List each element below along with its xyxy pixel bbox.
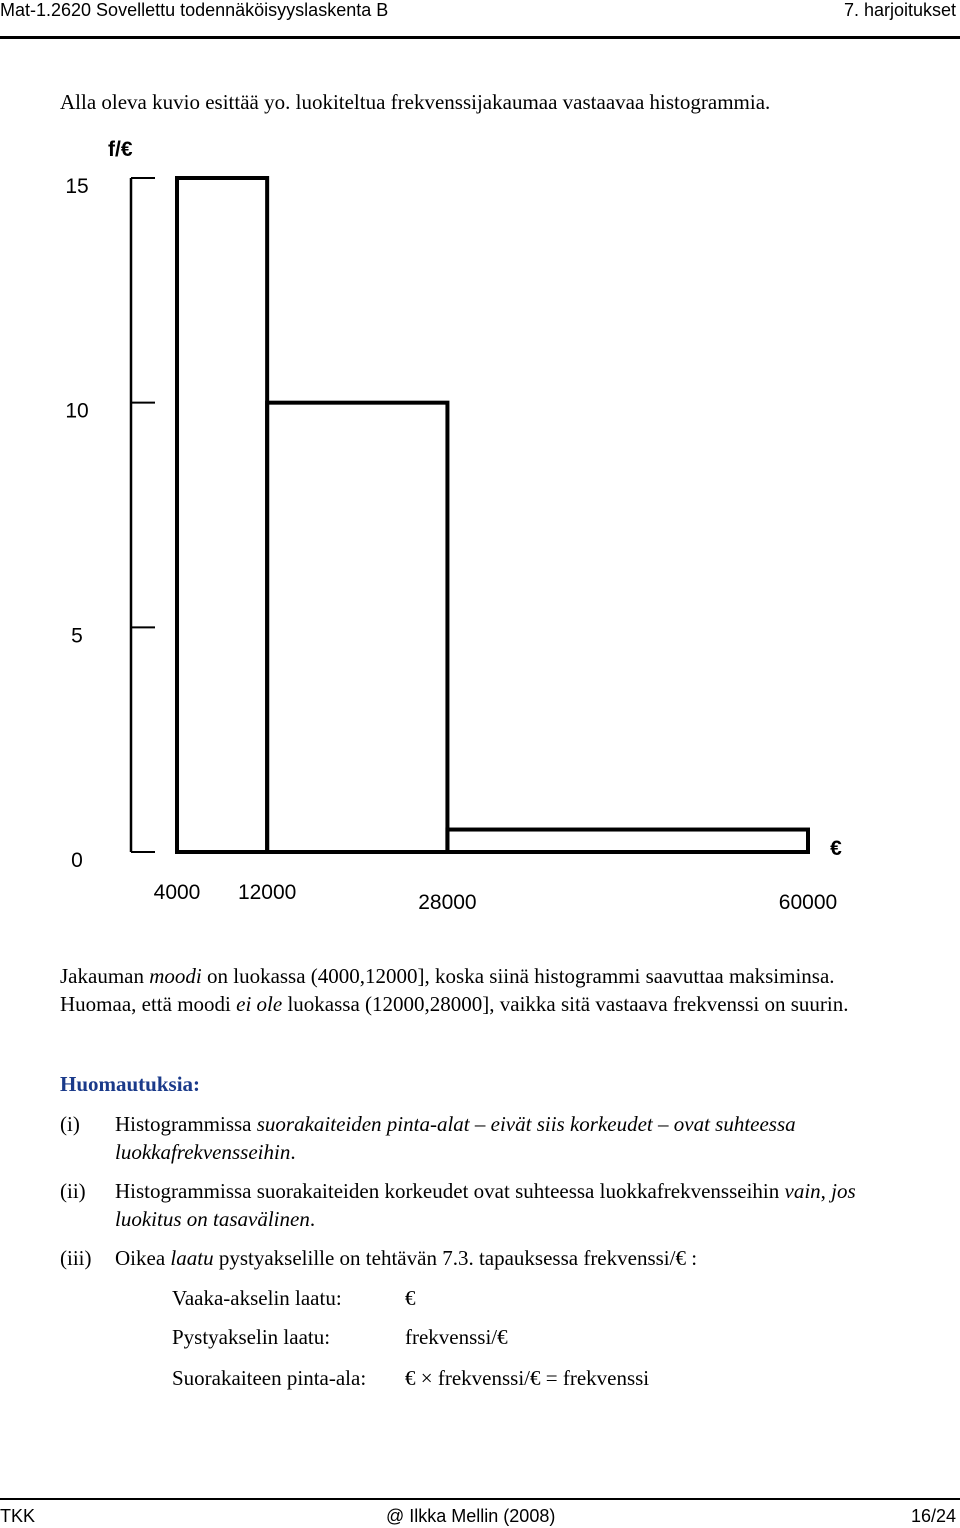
units-row2-value: frekvenssi/€ <box>405 1325 508 1349</box>
x-tick-label: 28000 <box>418 891 477 914</box>
emphasis: jos <box>831 1179 856 1203</box>
histogram-chart <box>0 120 960 920</box>
exercise-title: 7. harjoitukset <box>843 0 956 20</box>
histogram-bar <box>447 830 808 852</box>
units-row3-value: € × frekvenssi/€ = frekvenssi <box>405 1366 650 1390</box>
y-tick-label: 15 <box>65 175 89 198</box>
text-span: on luokassa (4000,12000], koska siinä histogrammi saavuttaa maksiminsa. <box>201 964 835 988</box>
y-tick-label: 5 <box>71 624 83 648</box>
emphasis: suorakaiteiden pinta-alat – eivät siis korkeudet – ovat suhteessa <box>256 1112 796 1136</box>
note-i-line1 <box>115 1110 796 1138</box>
note-iii-line1 <box>115 1244 697 1272</box>
x-axis-unit-label: € <box>830 837 842 860</box>
emphasis: vain <box>784 1179 821 1203</box>
text-span: luokassa (12000,28000], vaikka sitä vastaava frekvenssi on suurin. <box>282 992 849 1016</box>
text-span: Huomaa, että moodi <box>60 992 237 1016</box>
mode-paragraph-line1 <box>60 962 835 990</box>
note-ii-label: (ii) <box>60 1179 86 1203</box>
y-axis-unit-label: f/€ <box>108 138 133 161</box>
y-tick-label: 0 <box>71 849 83 872</box>
text-span: Histogrammissa <box>115 1112 257 1136</box>
note-ii-line2 <box>115 1205 315 1233</box>
text-span: Oikea <box>115 1246 171 1270</box>
moodi-term: moodi <box>149 964 202 988</box>
course-title: Mat-1.2620 Sovellettu todennäköisyyslaskenta B <box>0 0 389 20</box>
note-iii-label: (iii) <box>60 1246 92 1270</box>
note-i-line2 <box>115 1138 296 1166</box>
axis-labels <box>65 138 842 914</box>
units-row3-label: Suorakaiteen pinta-ala: <box>172 1366 367 1390</box>
footer-right: 16/24 <box>910 1506 956 1526</box>
emphasis: laatu <box>170 1246 214 1270</box>
histogram-bars <box>177 178 808 852</box>
text-span: , <box>820 1179 832 1203</box>
footer-left: TKK <box>0 1506 36 1526</box>
ei-ole-term: ei ole <box>236 992 283 1016</box>
text-span: . <box>309 1207 316 1231</box>
text-span: pystyakselille on tehtävän 7.3. tapauksessa frekvenssi/€ : <box>213 1246 698 1270</box>
intro-text: Alla oleva kuvio esittää yo. luokiteltua frekvenssijakaumaa vastaavaa histogrammia. <box>60 90 771 114</box>
x-tick-label: 12000 <box>237 881 297 904</box>
histogram-bar <box>267 403 447 852</box>
note-i-label: (i) <box>60 1112 80 1136</box>
units-row1-value: € <box>405 1286 416 1310</box>
page-header <box>0 0 960 22</box>
footer-center: @ Ilkka Mellin (2008) <box>386 1506 556 1526</box>
text-span: . <box>290 1140 296 1164</box>
notes-heading: Huomautuksia: <box>60 1072 201 1096</box>
header-rule <box>0 36 960 39</box>
note-ii-line1 <box>115 1177 856 1205</box>
units-row2-label: Pystyakselin laatu: <box>172 1325 331 1349</box>
units-row1-label: Vaaka-akselin laatu: <box>172 1286 342 1310</box>
x-tick-label: 60000 <box>778 891 838 914</box>
text-span: Jakauman <box>60 964 150 988</box>
footer-rule <box>0 1498 960 1500</box>
emphasis: luokkafrekvensseihin <box>115 1140 291 1164</box>
emphasis: luokitus on tasavälinen <box>115 1207 310 1231</box>
y-axis <box>131 178 155 852</box>
y-tick-label: 10 <box>65 399 89 423</box>
mode-paragraph-line2 <box>60 990 848 1018</box>
histogram-bar <box>177 178 267 852</box>
x-tick-label: 4000 <box>153 881 201 904</box>
text-span: Histogrammissa suorakaiteiden korkeudet ovat suhteessa luokkafrekvensseihin <box>115 1179 785 1203</box>
